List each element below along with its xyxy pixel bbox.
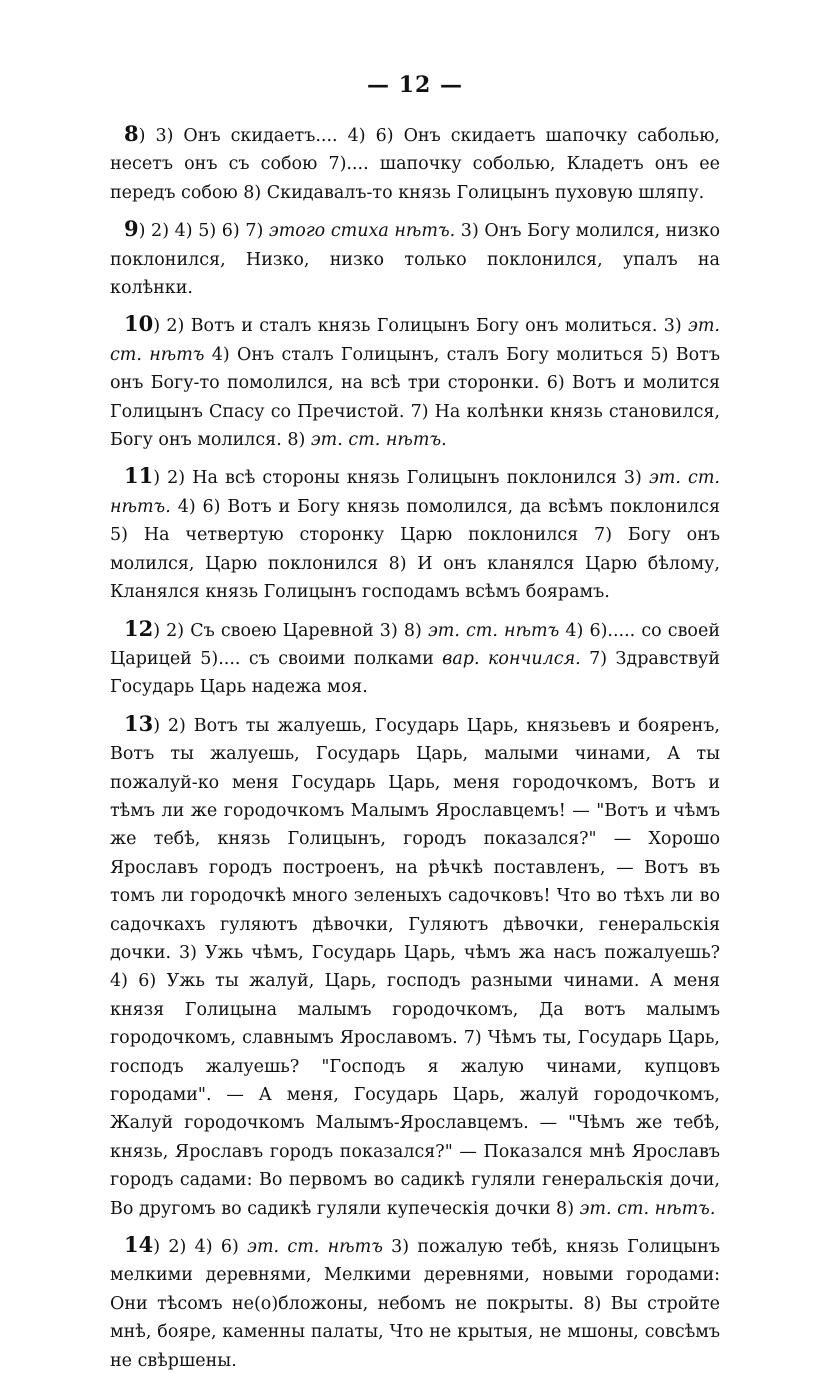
- verse-note-paragraph: [110, 1231, 720, 1375]
- verse-number: 12: [124, 615, 154, 641]
- variant-text: ) 2) 4) 5) 6) 7): [138, 221, 269, 242]
- variant-text: 4) 6) Вотъ и Богу князь помолился, да всѣмъ поклонился 5) На четвертую сторонку Царю поклонился 7) Богу онъ молился, Царю поклонился 8) И онъ кланялся Царю бѣлому, Кланялся князь Голицынъ господамъ всѣмъ боярамъ.: [110, 496, 720, 603]
- verse-note-paragraph: [110, 462, 720, 606]
- editorial-note: эт. ст. нѣтъ.: [110, 468, 720, 517]
- verse-note-paragraph: [110, 710, 720, 1223]
- verse-note-paragraph: [110, 120, 720, 207]
- variant-text: 4) 6)..... со своей Царицей 5).... съ своими полками: [110, 620, 720, 669]
- editorial-note: этого стиха нѣтъ.: [268, 221, 456, 242]
- variant-text: ) 2) На всѣ стороны князь Голицынъ поклонился 3): [153, 468, 649, 489]
- verse-number: 8: [124, 121, 139, 146]
- editorial-note: эт. ст. нѣтъ.: [579, 1198, 716, 1219]
- editorial-note: вар. кончился.: [442, 648, 581, 669]
- variant-text: ) 3) Онъ скидаетъ.... 4) 6) Онъ скидаетъ шапочку саболью, несетъ онъ съ собою 7).... шапочку соболью, Кладетъ онъ ее передъ собою 8) Скидавалъ-то князь Голицынъ пуховую шляпу.: [110, 126, 720, 203]
- verse-number: 13: [124, 710, 154, 736]
- paragraph-list: [110, 120, 720, 1375]
- editorial-note: эт. ст. нѣтъ: [110, 316, 720, 365]
- verse-number: 9: [124, 216, 139, 242]
- verse-note-paragraph: [110, 310, 720, 454]
- variant-text: ) 2) Вотъ ты жалуешь, Государь Царь, князьевъ и бояренъ, Вотъ ты жалуешь, Государь Царь, малыми чинами, А ты пожалуй-ко меня Государь Царь, меня городочкомъ, Вотъ и тѣмъ ли же городочкомъ Малымъ Ярославцемъ! — "Вотъ и чѣмъ же тебѣ, князь Голицынъ, городъ показался?" — Хорошо Ярославъ городъ построенъ, на рѣчкѣ поставленъ, — Вотъ въ томъ ли городочкѣ много зеленыхъ садочковъ! Что во тѣхъ ли во садочкахъ гуляютъ дѣвочки, Гуляютъ дѣвочки, генеральскія дочки. 3) Ужь чѣмъ, Государь Царь, чѣмъ жа насъ пожалуешь? 4) 6) Ужь ты жалуй, Царь, господъ разными чинами. А меня князя Голицына малымъ городочкомъ, Да вотъ малымъ городочкомъ, славнымъ Ярославомъ. 7) Чѣмъ ты, Государь Царь, господъ жалуешь? "Господъ я жалую чинами, купцовъ городами". — А меня, Государь Царь, жалуй городочкомъ, Жалуй городочкомъ Малымъ-Ярославцемъ. — "Чѣмъ же тебѣ, князь, Ярославъ городъ показался?" — Показался мнѣ Ярославъ городъ садами: Во первомъ во садикѣ гуляли генеральскія дочи, Во другомъ во садикѣ гуляли купеческія дочки 8): [110, 715, 720, 1219]
- verse-note-paragraph: [110, 615, 720, 702]
- editorial-note: эт. ст. нѣтъ.: [310, 430, 447, 451]
- variant-text: 4) Онъ сталъ Голицынъ, сталъ Богу молиться 5) Вотъ онъ Богу-то помолился, на всѣ три сторонки. 6) Вотъ и молится Голицынъ Спасу со Пречистой. 7) На колѣнки князь становился, Богу онъ молился. 8): [110, 344, 721, 451]
- variant-text: ) 2) 4) 6): [153, 1237, 248, 1258]
- variant-text: 3) пожалую тебѣ, князь Голицынъ мелкими деревнями, Мелкими деревнями, новыми городами: Они тѣсомъ не(о)бложоны, небомъ не покрыты. 8) Вы стройте мнѣ, бояре, каменны палаты, Что не крытыя, не мшоны, совсѣмъ не свѣршены.: [110, 1237, 720, 1371]
- page: [110, 72, 720, 1383]
- verse-note-paragraph: [110, 215, 720, 302]
- variant-text: 7) Здравствуй Государь Царь надежа моя.: [110, 648, 720, 698]
- editorial-note: эт. ст. нѣтъ: [247, 1237, 383, 1258]
- verse-number: 11: [124, 463, 154, 489]
- verse-number: 14: [124, 1232, 154, 1258]
- editorial-note: эт. ст. нѣтъ: [427, 620, 560, 641]
- variant-text: 3) Онъ Богу молился, низко поклонился, Низко, низко только поклонился, упалъ на колѣнки.: [110, 221, 721, 299]
- variant-text: ) 2) Съ своею Царевной 3) 8): [153, 620, 428, 641]
- page-number: — 12 —: [367, 72, 463, 98]
- variant-text: ) 2) Вотъ и сталъ князь Голицынъ Богу онъ молиться. 3): [153, 316, 689, 337]
- verse-number: 10: [124, 311, 154, 337]
